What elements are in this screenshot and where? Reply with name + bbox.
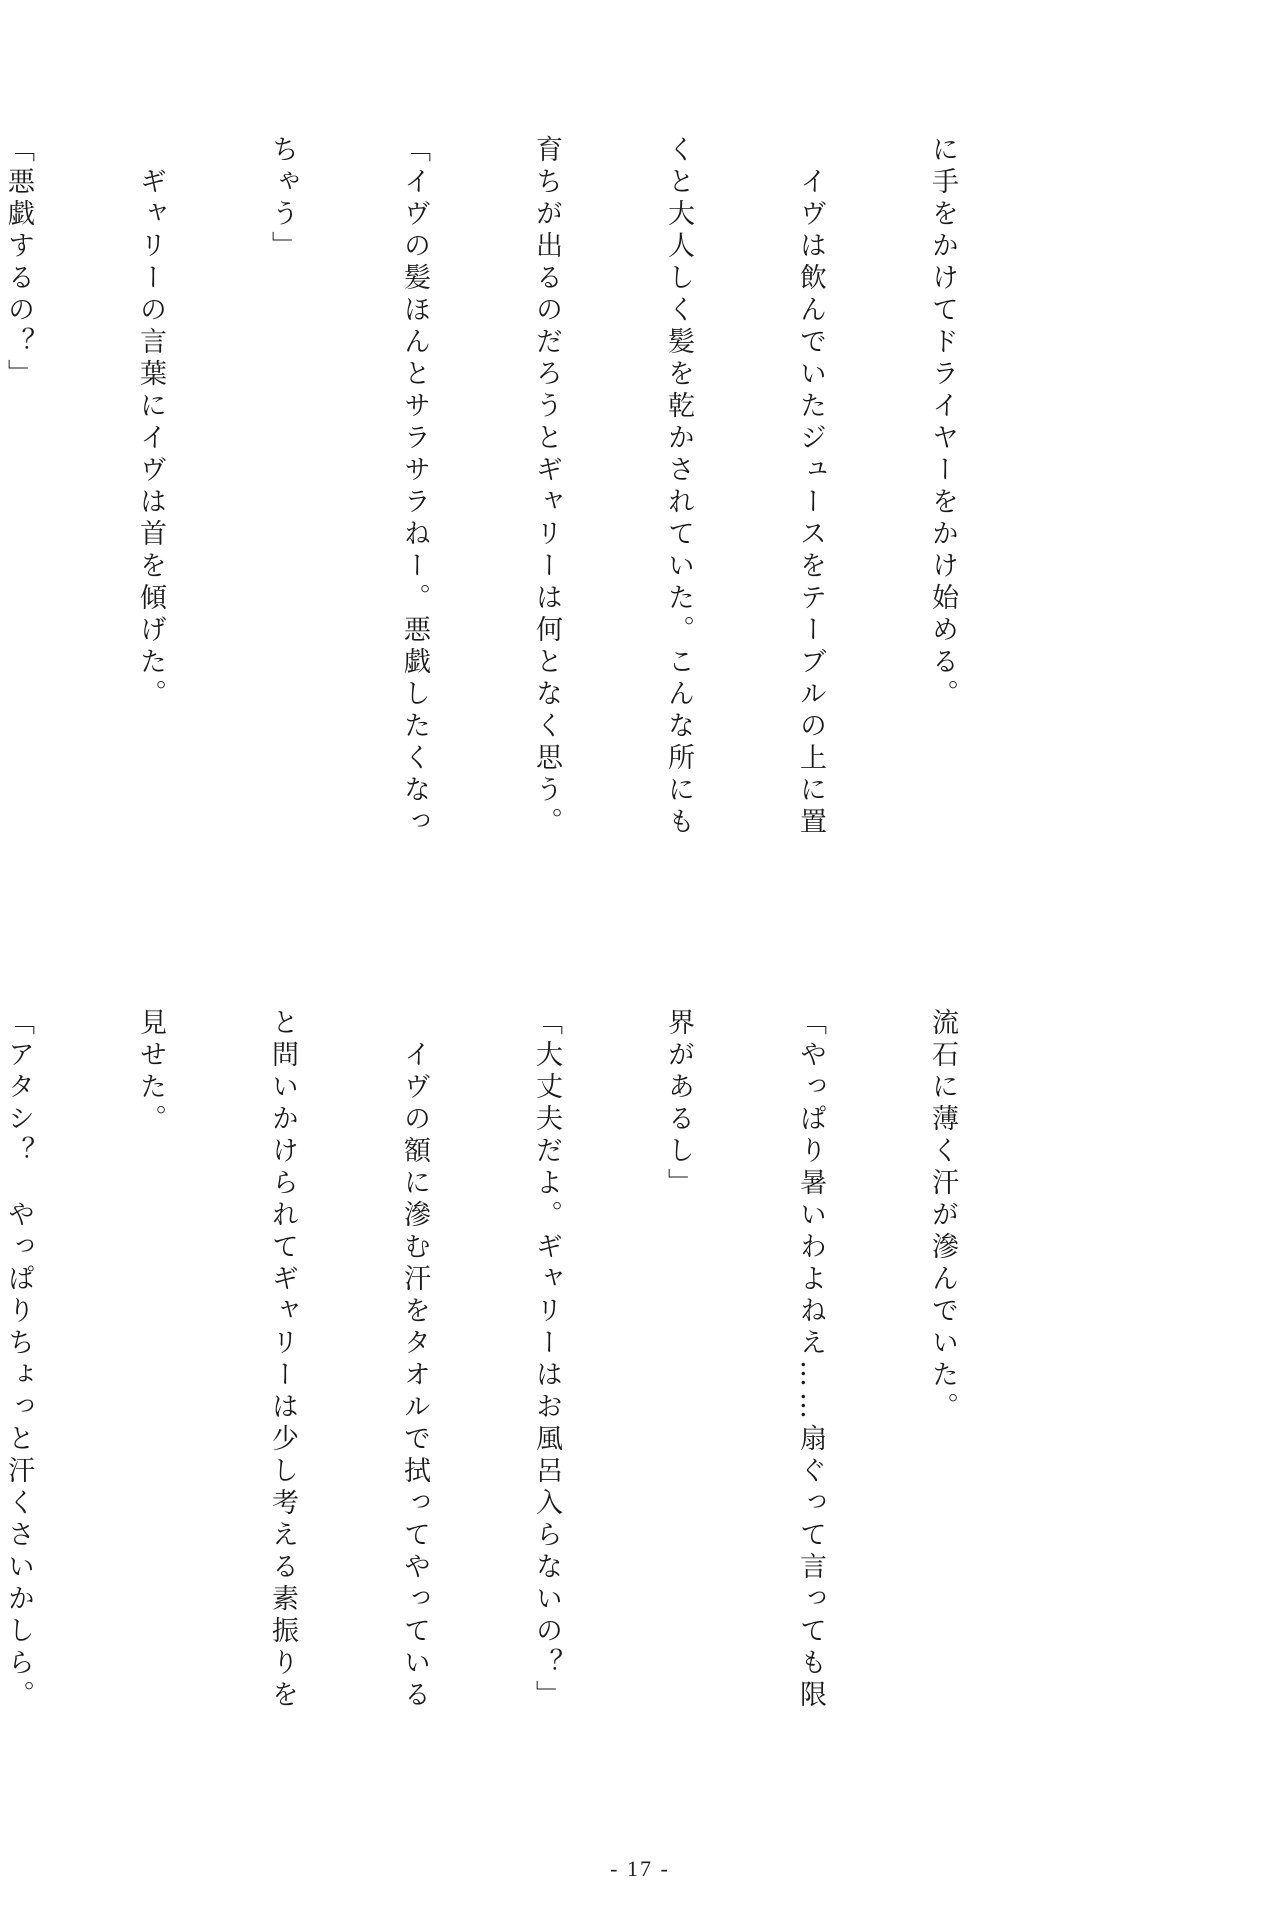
text-line: 界があるし」 — [663, 1008, 694, 1200]
text-line: 「やっぱり暑いわよねえ……扇ぐって言っても限 — [795, 1008, 826, 1712]
text-line: ギャリーの言葉にイヴは首を傾げた。 — [135, 135, 166, 711]
page-number: - 17 - — [610, 1856, 670, 1881]
text-line: に手をかけてドライヤーをかけ始める。 — [927, 135, 958, 711]
text-line: ちゃう」 — [267, 135, 298, 263]
text-line: くと大人しく髪を乾かされていた。こんな所にも — [663, 135, 694, 839]
text-line: 「大丈夫だよ。ギャリーはお風呂入らないの？」 — [531, 1008, 562, 1712]
text-line: 見せた。 — [135, 1008, 166, 1136]
text-line: 「悪戯するの？」 — [3, 135, 34, 391]
text-line: イヴの額に滲む汗をタオルで拭ってやっている — [399, 1008, 430, 1712]
text-line: と問いかけられてギャリーは少し考える素振りを — [267, 1008, 298, 1712]
text-block-bottom — [3, 1008, 1052, 1728]
text-line: 「イヴの髪ほんとサラサラねー。悪戯したくなっ — [399, 135, 430, 839]
text-line: 「アタシ？ やっぱりちょっと汗くさいかしら。 — [3, 1008, 34, 1712]
text-line: イヴは飲んでいたジュースをテーブルの上に置 — [795, 135, 826, 839]
text-line: 育ちが出るのだろうとギャリーは何となく思う。 — [531, 135, 562, 839]
text-line: 流石に薄く汗が滲んでいた。 — [927, 1008, 958, 1424]
text-block-top — [3, 135, 1052, 839]
